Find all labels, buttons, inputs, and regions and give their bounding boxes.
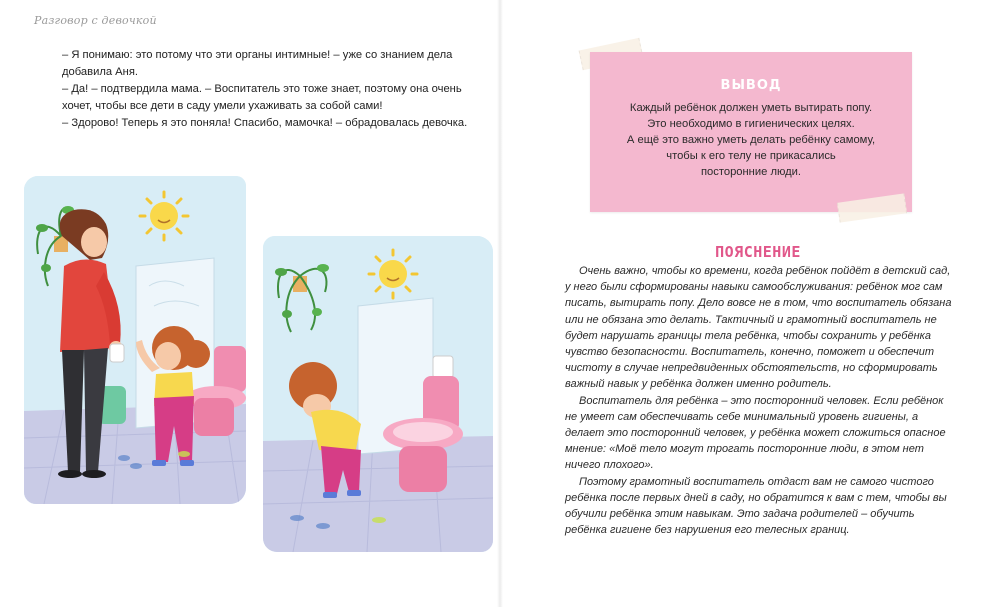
explanation-paragraph: Очень важно, чтобы ко времени, когда ребёнок пойдёт в детский сад, у него были сформированы навыки самообслуживания: ребёнок мог сам писать, вытирать попу. Дело вовсе не в том, что воспитатель обязана или не обязана это делать. Тактичный и грамотный воспитатель не будет нарушать границы тела ребёнка, чтобы сохранить у ребёнка чувство безопасности. Воспитатель, конечно, поможет и обеспечит чистоту в случае непредвиденных обстоятельств, но сформировать важный навык у ребёнка должен именно родитель. xyxy=(565,265,952,391)
dialogue-line: – Я понимаю: это потому что эти органы интимные! – уже со знанием дела добавила Аня. xyxy=(62,49,453,78)
conclusion-text xyxy=(604,100,898,180)
conclusion-line: А ещё это важно уметь делать ребёнку самому, xyxy=(626,134,876,146)
conclusion-title: ВЫВОД xyxy=(720,78,782,93)
conclusion-note xyxy=(590,52,912,212)
conclusion-line: чтобы к его телу не прикасались xyxy=(666,150,836,162)
book-gutter xyxy=(497,0,503,607)
dialogue-line: – Да! – подтвердила мама. – Воспитатель это тоже знает, поэтому она очень хочет, чтобы все дети в саду умели ухаживать за собой сами! xyxy=(62,83,462,112)
conclusion-line: Каждый ребёнок должен уметь вытирать попу. xyxy=(629,102,873,114)
conclusion-line: Это необходимо в гигиенических целях. xyxy=(647,118,855,130)
explanation-paragraph: Поэтому грамотный воспитатель отдаст вам не самого чистого ребёнка после первых дней в саду, но обратится к вам с тем, чтобы вы обучили ребёнка этим навыкам. Это задача родителей – обучить ребёнка гигиене без нарушения его телесных границ. xyxy=(565,475,947,537)
explanation-title: ПОЯСНЕНИЕ xyxy=(715,243,801,261)
dialogue-line: – Здорово! Теперь я это поняла! Спасибо, мамочка! – обрадовалась девочка. xyxy=(62,117,468,129)
conclusion-line: посторонние люди. xyxy=(700,166,802,178)
explanation-paragraph: Воспитатель для ребёнка – это посторонний человек. Если ребёнок не умеет сам обеспечивать себе минимальный уровень гигиены, а делает это посторонний человек, у ребёнка может сложиться опасное мнение: «Моё тело могут трогать посторонние люди, в этом нет ничего плохого». xyxy=(565,394,946,472)
explanation-text xyxy=(565,263,955,538)
running-head: Разговор с девочкой xyxy=(34,14,157,27)
illustration-mother-and-girl xyxy=(24,176,246,504)
dialogue-text xyxy=(62,47,472,132)
illustration-girl-bending xyxy=(263,236,493,552)
